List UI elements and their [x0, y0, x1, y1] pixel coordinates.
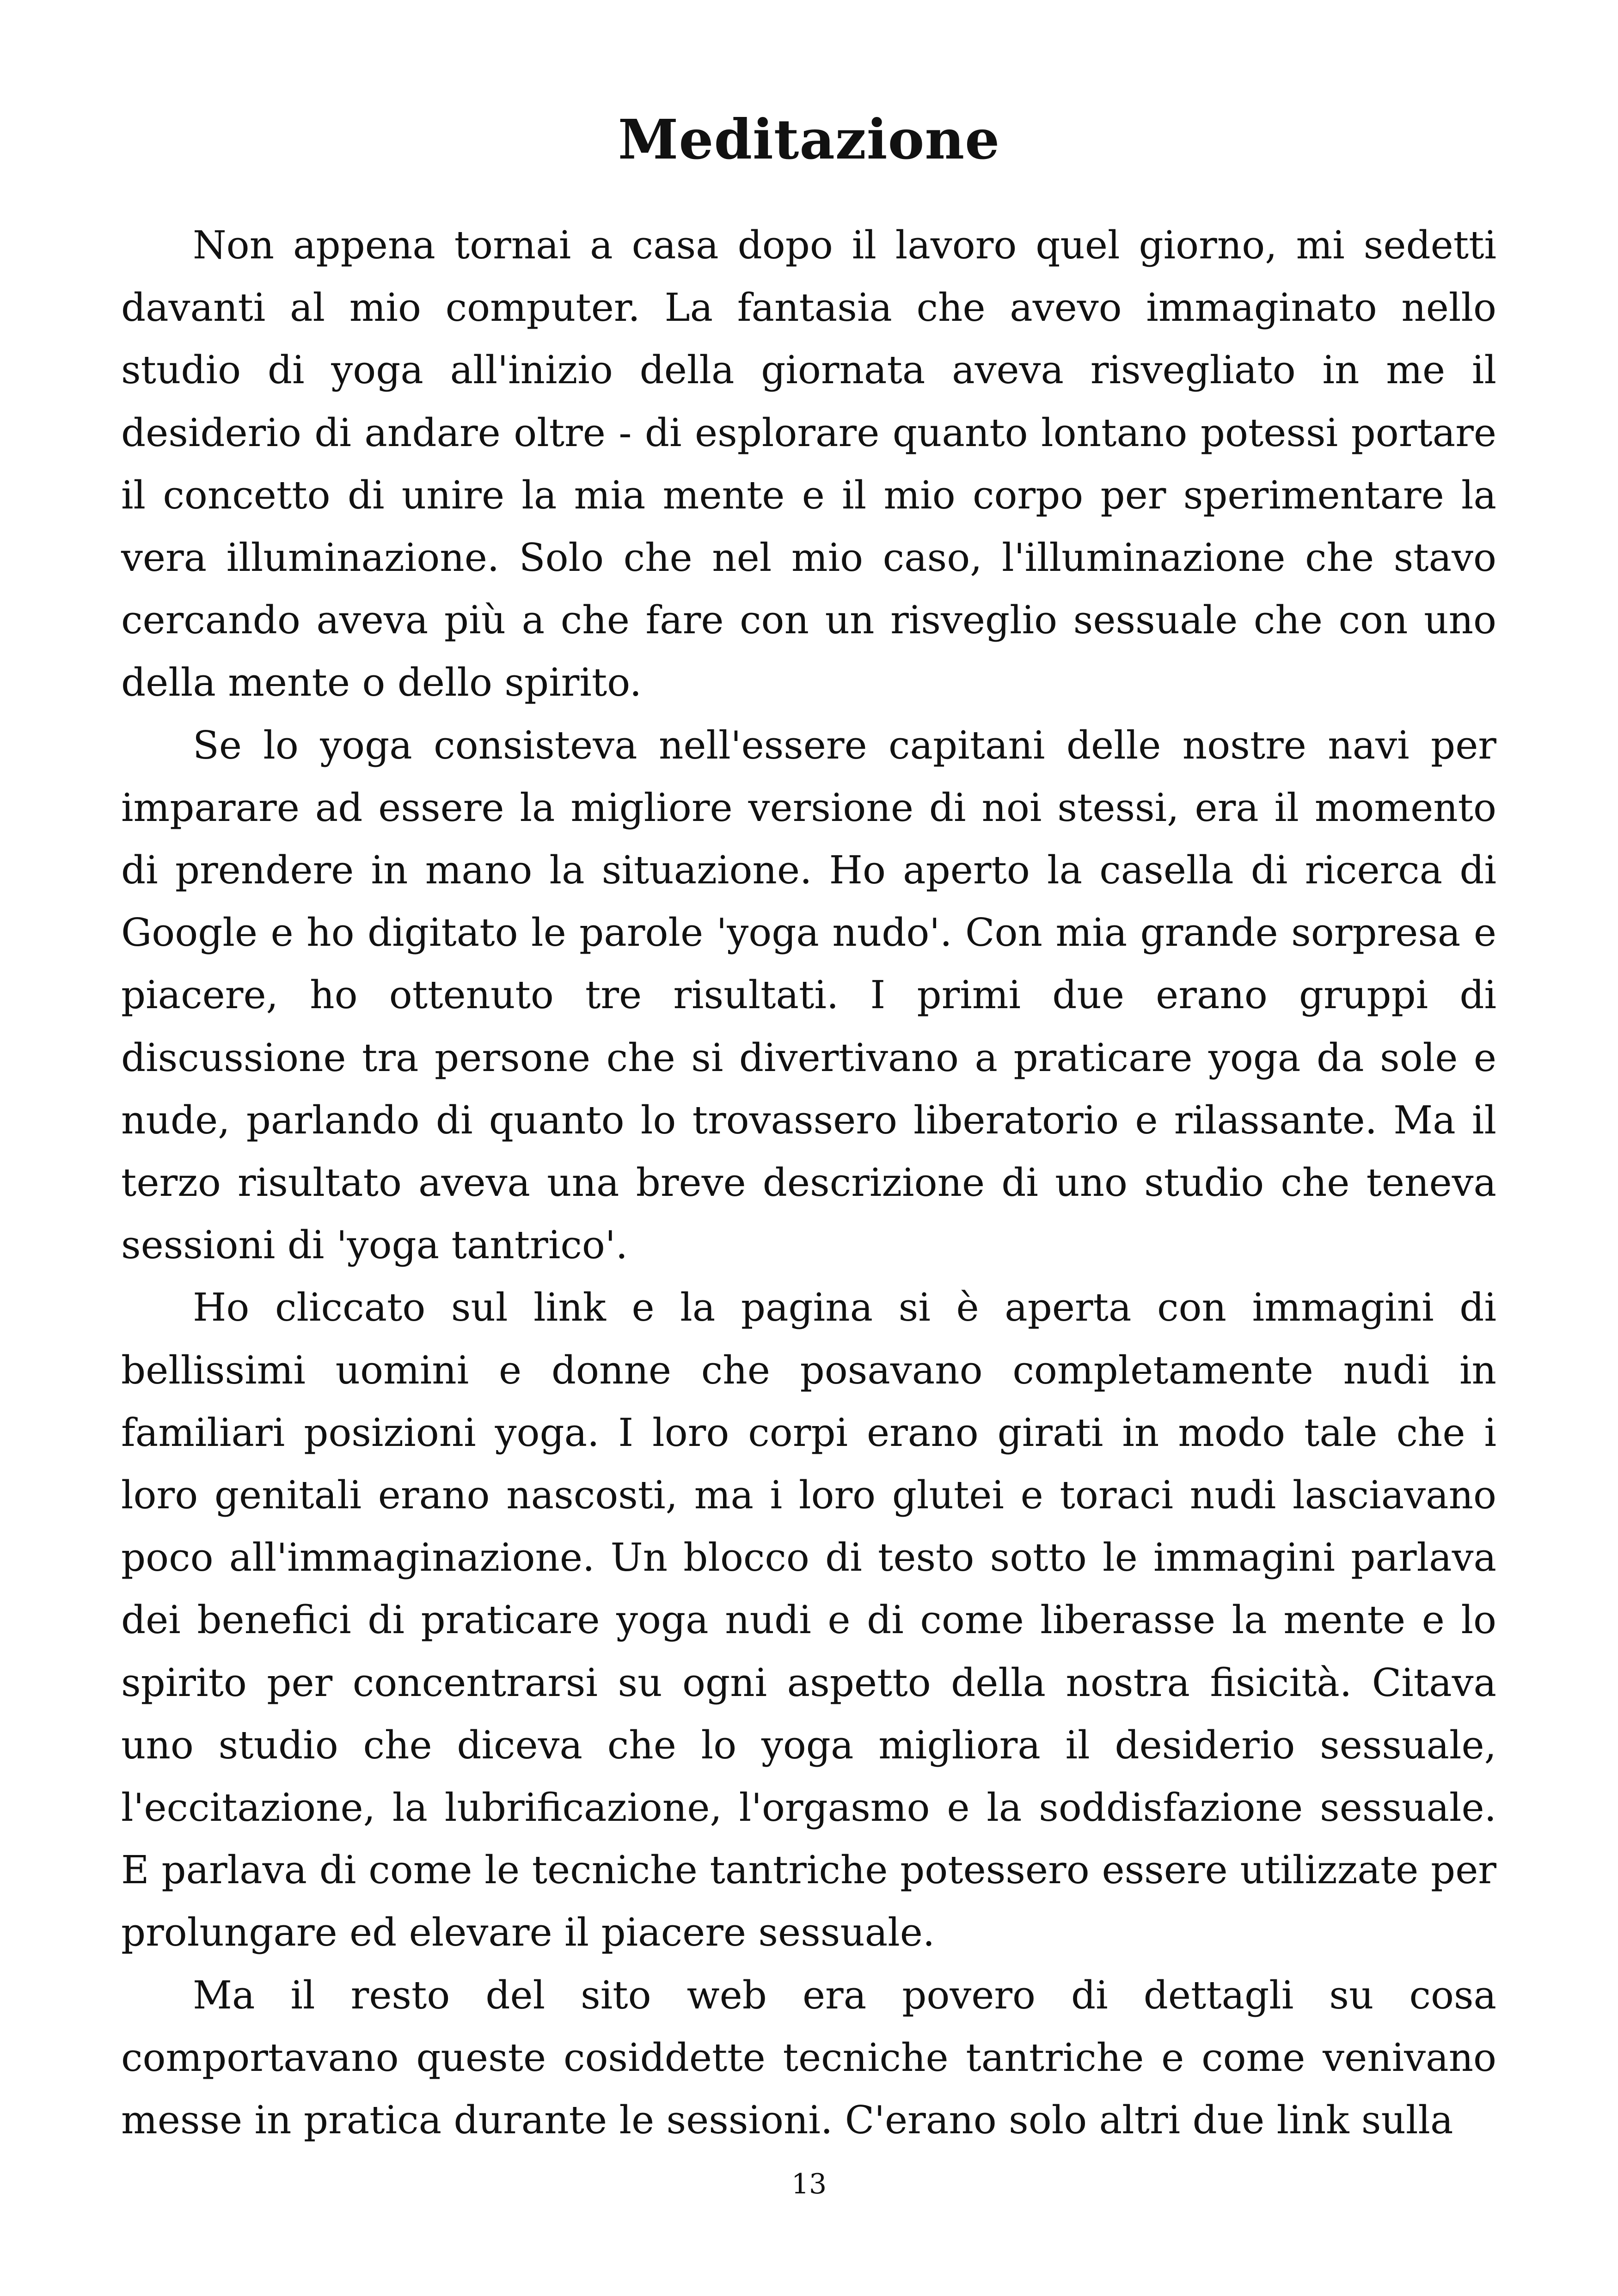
paragraph: Non appena tornai a casa dopo il lavoro quel giorno, mi sedetti davanti al mio computer. La fantasia che avevo immaginato nello studio di yoga all'inizio della giornata aveva risvegliato in me il desiderio di andare oltre - di esplorare quanto lontano potessi portare il concetto di unire la mia mente e il mio corpo per sperimentare la vera illuminazione. Solo che nel mio caso, l'illuminazione che stavo cercando aveva più a che fare con un risveglio sessuale che con uno della mente o dello spirito.	[121, 223, 1496, 705]
paragraph: Ma il resto del sito web era povero di dettagli su cosa comportavano queste cosiddette tecniche tantriche e come venivano messe in pratica durante le sessioni. C'erano solo altri due link sulla	[121, 1972, 1496, 2143]
paragraph: Ho cliccato sul link e la pagina si è aperta con immagini di bellissimi uomini e donne che posavano completamente nudi in familiari posizioni yoga. I loro corpi erano girati in modo tale che i loro genitali erano nascosti, ma i loro glutei e toraci nudi lasciavano poco all'immaginazione. Un blocco di testo sotto le immagini parlava dei benefici di praticare yoga nudi e di come liberasse la mente e lo spirito per concentrarsi su ogni aspetto della nostra fisicità. Citava uno studio che diceva che lo yoga migliora il desiderio sessuale, l'eccitazione, la lubrificazione, l'orgasmo e la soddisfazione sessuale. E parlava di come le tecniche tantriche potessero essere utilizzate per prolungare ed elevare il piacere sessuale.	[121, 1285, 1496, 1955]
page-number: 13	[791, 2168, 827, 2200]
paragraph: Se lo yoga consisteva nell'essere capitani delle nostre navi per imparare ad essere la migliore versione di noi stessi, era il momento di prendere in mano la situazione. Ho aperto la casella di ricerca di Google e ho digitato le parole 'yoga nudo'. Con mia grande sorpresa e piacere, ho ottenuto tre risultati. I primi due erano gruppi di discussione tra persone che si divertivano a praticare yoga da sole e nude, parlando di quanto lo trovassero liberatorio e rilassante. Ma il terzo risultato aveva una breve descrizione di uno studio che teneva sessioni di 'yoga tantrico'.	[121, 722, 1496, 1268]
body-text	[121, 214, 1496, 2151]
chapter-title: Meditazione	[618, 107, 1000, 171]
